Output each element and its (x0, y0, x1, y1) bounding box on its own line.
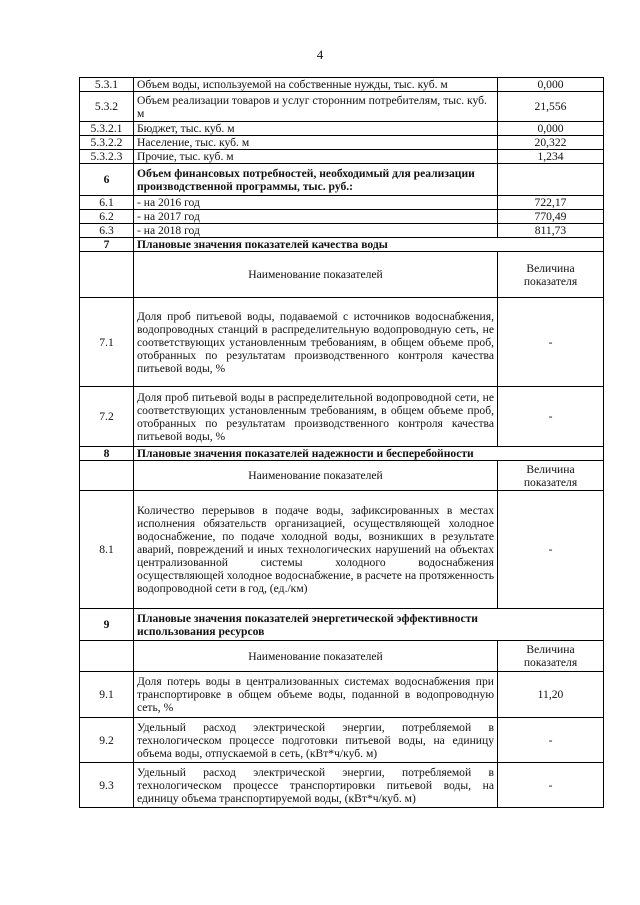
table-row (80, 224, 604, 238)
header-indicator-name: Наименование показателей (134, 252, 498, 298)
row-description: Доля проб питьевой воды в распределительной водопроводной сети, не соответствующих установленным требованиям, в общем объеме проб, отобранных по результатам производственного контроля качества питьевой воды, % (134, 387, 498, 447)
table-row (80, 150, 604, 164)
row-value: 722,17 (498, 196, 604, 210)
row-value: 0,000 (498, 78, 604, 92)
section-number: 7 (80, 238, 134, 252)
page-number: 4 (316, 47, 324, 62)
table-row (80, 92, 604, 122)
section-title: Плановые значения показателей энергетической эффективности использования ресурсов (134, 609, 498, 641)
section-title: Плановые значения показателей надежности и бесперебойности (134, 447, 498, 461)
table-row (80, 136, 604, 150)
section-number: 9 (80, 609, 134, 641)
row-description: Доля проб питьевой воды, подаваемой с источников водоснабжения, водопроводных станций в распределительную водопроводную сеть, не соответствующих установленным требованиям, в общем объеме проб, отобранных по результатам производственного контроля качества питьевой воды, % (134, 298, 498, 387)
row-value: 770,49 (498, 210, 604, 224)
row-description: Доля потерь воды в централизованных системах водоснабжения при транспортировке в общем объеме воды, поданной в водопроводную сеть, % (134, 672, 498, 718)
row-number: 7.2 (80, 387, 134, 447)
row-number: 6.3 (80, 224, 134, 238)
row-value: - (498, 298, 604, 387)
row-number: 5.3.2 (80, 92, 134, 122)
row-number: 5.3.1 (80, 78, 134, 92)
row-number: 6.2 (80, 210, 134, 224)
row-number: 5.3.2.2 (80, 136, 134, 150)
row-description: Количество перерывов в подаче воды, зафиксированных в местах исполнения обязательств организацией, осуществляющей холодное водоснабжение, по подаче холодной воды, возникших в результате аварий, повреждений и иных технологических нарушений на объектах централизованной системы холодного водоснабжения осуществляющей холодное водоснабжение, в расчете на протяженность водопроводной сети в год, (ед./км) (134, 491, 498, 609)
section-number: 6 (80, 164, 134, 196)
table-row (80, 387, 604, 447)
table-row (80, 718, 604, 763)
row-description: Объем воды, используемой на собственные нужды, тыс. куб. м (134, 78, 498, 92)
table-row (80, 122, 604, 136)
row-value: 811,73 (498, 224, 604, 238)
row-description: - на 2016 год (134, 196, 498, 210)
section-number: 8 (80, 447, 134, 461)
table-row (80, 298, 604, 387)
section-title: Плановые значения показателей качества воды (134, 238, 498, 252)
row-number: 7.1 (80, 298, 134, 387)
header-indicator-value: Величина показателя (498, 252, 604, 298)
table-row (80, 672, 604, 718)
row-value (498, 447, 604, 461)
section-row (80, 447, 604, 461)
table-row (80, 210, 604, 224)
row-description: Бюджет, тыс. куб. м (134, 122, 498, 136)
row-value: - (498, 763, 604, 808)
column-header-row (80, 252, 604, 298)
row-value (498, 609, 604, 641)
row-number: 8.1 (80, 491, 134, 609)
row-value: 11,20 (498, 672, 604, 718)
row-value (498, 238, 604, 252)
row-value: - (498, 718, 604, 763)
header-indicator-value: Величина показателя (498, 641, 604, 672)
row-number: 9.2 (80, 718, 134, 763)
row-value: - (498, 491, 604, 609)
row-description: - на 2018 год (134, 224, 498, 238)
row-description: Удельный расход электрической энергии, потребляемой в технологическом процессе транспортировки питьевой воды, на единицу объема транспортируемой воды, (кВт*ч/куб. м) (134, 763, 498, 808)
row-value: 21,556 (498, 92, 604, 122)
column-header-row (80, 461, 604, 491)
header-indicator-name: Наименование показателей (134, 641, 498, 672)
row-number: 6.1 (80, 196, 134, 210)
table-row (80, 78, 604, 92)
header-number-cell (80, 641, 134, 672)
row-description: - на 2017 год (134, 210, 498, 224)
row-description: Объем реализации товаров и услуг сторонним потребителям, тыс. куб. м (134, 92, 498, 122)
table-row (80, 763, 604, 808)
row-value: 20,322 (498, 136, 604, 150)
row-description: Прочие, тыс. куб. м (134, 150, 498, 164)
row-value: - (498, 387, 604, 447)
row-description: Удельный расход электрической энергии, потребляемой в технологическом процессе подготовки питьевой воды, на единицу объема воды, отпускаемой в сеть, (кВт*ч/куб. м) (134, 718, 498, 763)
table-row (80, 196, 604, 210)
section-title: Объем финансовых потребностей, необходимый для реализации производственной программы, тыс. руб.: (134, 164, 498, 196)
header-number-cell (80, 461, 134, 491)
header-number-cell (80, 252, 134, 298)
indicators-table (79, 77, 604, 808)
row-number: 9.1 (80, 672, 134, 718)
section-row (80, 164, 604, 196)
row-description: Население, тыс. куб. м (134, 136, 498, 150)
header-indicator-value: Величина показателя (498, 461, 604, 491)
row-number: 9.3 (80, 763, 134, 808)
column-header-row (80, 641, 604, 672)
row-number: 5.3.2.3 (80, 150, 134, 164)
row-value: 0,000 (498, 122, 604, 136)
row-number: 5.3.2.1 (80, 122, 134, 136)
row-value: 1,234 (498, 150, 604, 164)
table-row (80, 491, 604, 609)
section-row (80, 609, 604, 641)
section-row (80, 238, 604, 252)
header-indicator-name: Наименование показателей (134, 461, 498, 491)
row-value (498, 164, 604, 196)
